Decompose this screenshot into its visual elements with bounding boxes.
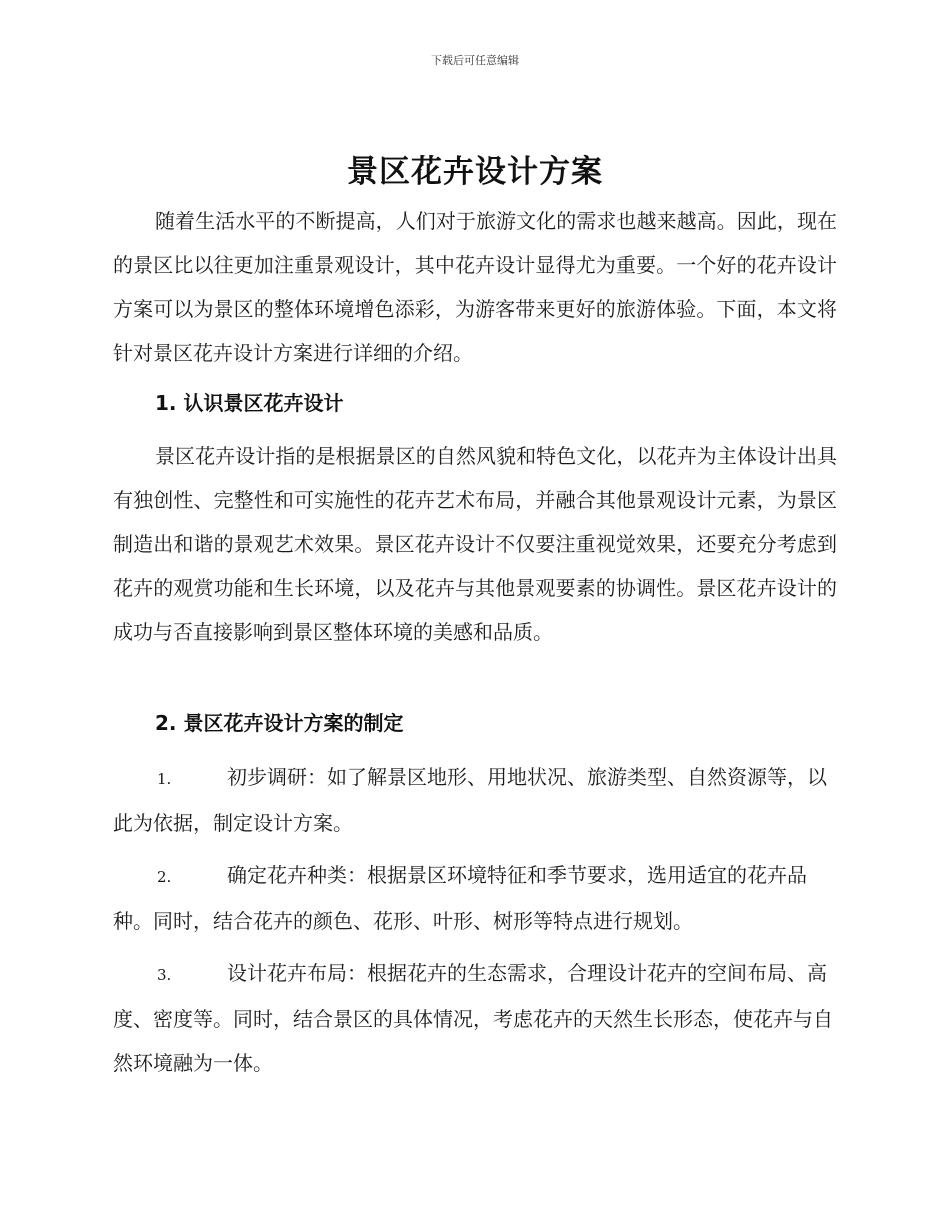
list-item-text: 初步调研：如了解景区地形、用地状况、旅游类型、自然资源等，以此为依据，制定设计方案。 xyxy=(113,765,827,835)
list-item-number: 2. xyxy=(157,868,172,886)
list-item-text: 确定花卉种类：根据景区环境特征和季节要求，选用适宜的花卉品种。同时，结合花卉的颜色、花形、叶形、树形等特点进行规划。 xyxy=(113,863,807,933)
list-item-text: 设计花卉布局：根据花卉的生态需求，合理设计花卉的空间布局、高度、密度等。同时，结合景区的具体情况，考虑花卉的天然生长形态，使花卉与自然环境融为一体。 xyxy=(113,961,833,1075)
section-1-body xyxy=(113,434,837,654)
list-item-number: 3. xyxy=(157,966,172,984)
document-title: 景区花卉设计方案 xyxy=(347,154,603,190)
intro-section xyxy=(113,199,837,375)
list-item xyxy=(113,755,837,845)
section-1-paragraph: 景区花卉设计指的是根据景区的自然风貌和特色文化，以花卉为主体设计出具有独创性、完整性和可实施性的花卉艺术布局，并融合其他景观设计元素，为景区制造出和谐的景观艺术效果。景区花卉设计不仅要注重视觉效果，还要充分考虑到花卉的观赏功能和生长环境，以及花卉与其他景观要素的协调性。景区花卉设计的成功与否直接影响到景区整体环境的美感和品质。 xyxy=(113,444,837,644)
section-1-heading: 1. 认识景区花卉设计 xyxy=(155,391,344,415)
header-note: 下载后可任意编辑 xyxy=(431,54,519,67)
list-item-number: 1. xyxy=(157,770,172,788)
section-2-heading: 2. 景区花卉设计方案的制定 xyxy=(155,711,404,735)
list-item xyxy=(113,853,837,943)
list-item xyxy=(113,951,837,1085)
intro-paragraph: 随着生活水平的不断提高，人们对于旅游文化的需求也越来越高。因此，现在的景区比以往更加注重景观设计，其中花卉设计显得尤为重要。一个好的花卉设计方案可以为景区的整体环境增色添彩，为游客带来更好的旅游体验。下面，本文将针对景区花卉设计方案进行详细的介绍。 xyxy=(113,209,837,365)
